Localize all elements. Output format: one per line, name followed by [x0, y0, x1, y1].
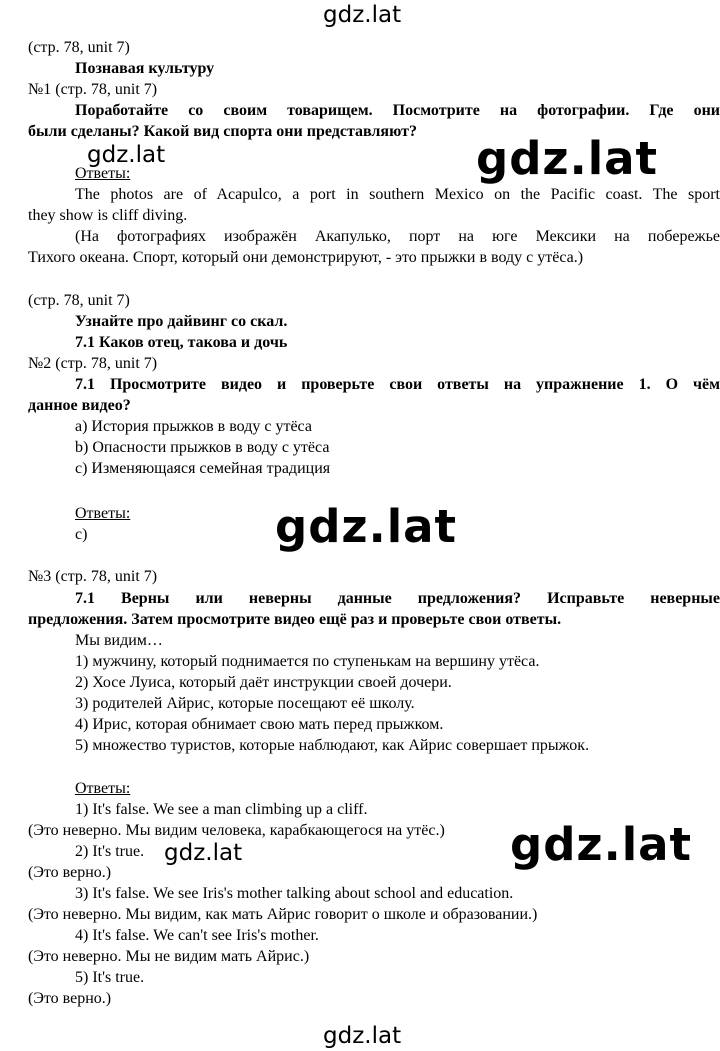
- section1-task-number: №1 (стр. 78, unit 7): [28, 81, 158, 98]
- section2-ref: (стр. 78, unit 7): [28, 292, 130, 309]
- section3-answer-en: 4) It's false. We can't see Iris's mother.: [75, 927, 319, 944]
- section3-answer-en: 2) It's true.: [75, 843, 145, 860]
- section2-answer: c): [75, 526, 88, 543]
- watermark-big-2: gdz.lat: [275, 500, 458, 553]
- section3-answer-ru: (Это неверно. Мы видим, как мать Айрис говорит о школе и образовании.): [28, 906, 538, 923]
- section2-task-line-2: данное видео?: [28, 397, 131, 414]
- section1-ref: (стр. 78, unit 7): [28, 39, 130, 56]
- section2-heading-2: 7.1 Каков отец, такова и дочь: [75, 334, 288, 351]
- section3-answer-en: 5) It's true.: [75, 969, 145, 986]
- section2-answers-label: Ответы:: [75, 505, 131, 522]
- section1-task-line-1: Поработайте со своим товарищем. Посмотрите на фотографии. Где они: [75, 102, 720, 119]
- watermark-left-1: gdz.lat: [87, 142, 166, 168]
- watermark-top: gdz.lat: [323, 2, 402, 28]
- section2-option: b) Опасности прыжков в воду с утёса: [75, 439, 330, 456]
- section3-answer-ru: (Это верно.): [28, 864, 112, 881]
- watermark-bottom: gdz.lat: [323, 1023, 402, 1049]
- section3-item: 4) Ирис, которая обнимает свою мать перед прыжком.: [75, 716, 444, 733]
- section3-answer-ru: (Это верно.): [28, 990, 112, 1007]
- watermark-left-2: gdz.lat: [164, 840, 243, 866]
- section1-answer-en-line-2: they show is cliff diving.: [28, 207, 188, 224]
- section2-heading-1: Узнайте про дайвинг со скал.: [75, 313, 288, 330]
- section3-item: 3) родителей Айрис, которые посещают её школу.: [75, 695, 415, 712]
- section1-answers-label: Ответы:: [75, 165, 131, 182]
- section2-task-line-1: 7.1 Просмотрите видео и проверьте свои ответы на упражнение 1. О чём: [75, 376, 720, 393]
- watermark-big-1: gdz.lat: [476, 132, 659, 185]
- section1-task-line-2: были сделаны? Какой вид спорта они представляют?: [28, 123, 417, 140]
- section3-task-line-1: 7.1 Верны или неверны данные предложения? Исправьте неверные: [75, 590, 720, 607]
- section3-answer-en: 1) It's false. We see a man climbing up a cliff.: [75, 801, 368, 818]
- section3-answers-label: Ответы:: [75, 780, 131, 797]
- section1-answer-ru-line-2: Тихого океана. Спорт, который они демонстрируют, - это прыжки в воду с утёса.): [28, 249, 584, 266]
- section3-answer-en: 3) It's false. We see Iris's mother talking about school and education.: [75, 885, 514, 902]
- section3-intro: Мы видим…: [75, 632, 163, 649]
- section1-answer-ru-line-1: (На фотографиях изображён Акапулько, порт на юге Мексики на побережье: [75, 228, 720, 245]
- section2-task-number: №2 (стр. 78, unit 7): [28, 355, 158, 372]
- section3-item: 2) Хосе Луиса, который даёт инструкции своей дочери.: [75, 674, 452, 691]
- section3-item: 1) мужчину, который поднимается по ступенькам на вершину утёса.: [75, 653, 540, 670]
- section2-option: a) История прыжков в воду с утёса: [75, 418, 312, 435]
- section3-answer-ru: (Это неверно. Мы видим человека, карабкающегося на утёс.): [28, 822, 445, 839]
- section3-answer-ru: (Это неверно. Мы не видим мать Айрис.): [28, 948, 310, 965]
- section3-task-number: №3 (стр. 78, unit 7): [28, 568, 158, 585]
- section1-heading: Познавая культуру: [75, 60, 215, 77]
- section1-answer-en-line-1: The photos are of Acapulco, a port in southern Mexico on the Pacific coast. The sport: [75, 186, 720, 203]
- section3-task-line-2: предложения. Затем просмотрите видео ещё раз и проверьте свои ответы.: [28, 611, 562, 628]
- section2-option: c) Изменяющаяся семейная традиция: [75, 460, 331, 477]
- watermark-big-3: gdz.lat: [510, 818, 693, 871]
- section3-item: 5) множество туристов, которые наблюдают, как Айрис совершает прыжок.: [75, 737, 590, 754]
